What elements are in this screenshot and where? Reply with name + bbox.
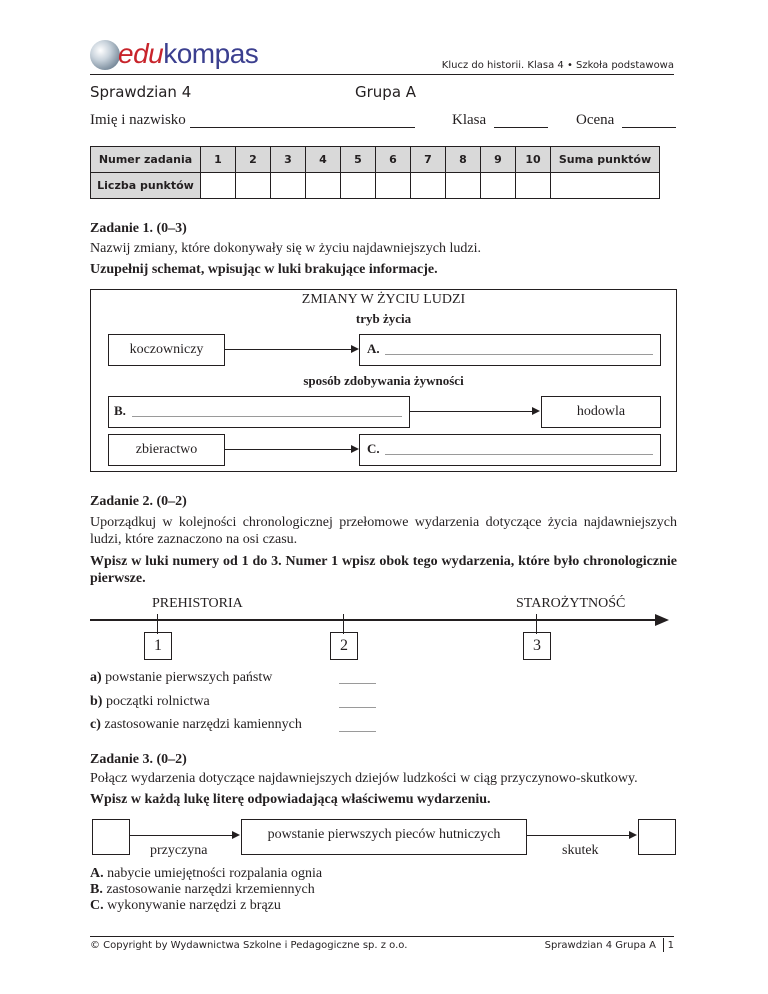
task3-instruction: Wpisz w każdą lukę literę odpowiadającą właściwemu wydarzeniu. xyxy=(90,792,491,807)
points-cell[interactable] xyxy=(306,173,341,199)
option-item: A. nabycie umiejętności rozpalania ognia xyxy=(90,866,323,881)
arrow-head-icon xyxy=(351,445,359,453)
effect-arrow xyxy=(526,835,630,836)
timeline-marker-3: 3 xyxy=(523,632,551,660)
task3-text: Połącz wydarzenia dotyczące najdawniejszych dziejów ludzkości w ciąg przyczynowo-skutkowy. xyxy=(90,771,638,786)
task-number: 3 xyxy=(271,147,306,173)
footer-separator xyxy=(663,938,664,952)
box-nomadic: koczowniczy xyxy=(108,334,225,366)
task-number: 7 xyxy=(411,147,446,173)
answer-line-a[interactable] xyxy=(339,683,376,684)
sum-header: Suma punktów xyxy=(551,147,660,173)
arrow-b xyxy=(409,411,533,412)
box-a xyxy=(359,334,661,366)
points-cell[interactable] xyxy=(341,173,376,199)
header-subtitle: Klucz do historii. Klasa 4 • Szkoła podstawowa xyxy=(441,60,674,71)
page-title: Sprawdzian 4 xyxy=(90,83,192,101)
points-cell[interactable] xyxy=(481,173,516,199)
task2-text: Uporządkuj w kolejności chronologicznej przełomowe wydarzenia dotyczące życia najdawniejszych ludzi, które zaznaczono na osi czasu. xyxy=(90,515,677,547)
center-event-box: powstanie pierwszych pieców hutniczych xyxy=(241,819,527,855)
points-cell[interactable] xyxy=(236,173,271,199)
timeline-marker-1: 1 xyxy=(144,632,172,660)
class-label: Klasa xyxy=(452,112,487,128)
timeline-tick xyxy=(157,614,158,634)
box-gathering: zbieractwo xyxy=(108,434,225,466)
list-item: c) zastosowanie narzędzi kamiennych xyxy=(90,717,302,732)
footer-copyright: © Copyright by Wydawnictwa Szkolne i Pedagogiczne sp. z o.o. xyxy=(90,940,408,951)
task3-heading: Zadanie 3. (0–2) xyxy=(90,752,187,767)
points-cell[interactable] xyxy=(516,173,551,199)
label-c: C. xyxy=(367,441,380,456)
task-number-header: Numer zadania xyxy=(91,147,201,173)
footer-divider xyxy=(90,936,674,937)
cause-arrow xyxy=(129,835,233,836)
page-number: 1 xyxy=(667,940,674,951)
arrow-head-icon xyxy=(351,345,359,353)
task2-heading: Zadanie 2. (0–2) xyxy=(90,494,187,509)
points-cell[interactable] xyxy=(446,173,481,199)
effect-label: skutek xyxy=(562,843,599,858)
sum-cell[interactable] xyxy=(551,173,660,199)
logo-globe-icon xyxy=(90,40,120,70)
header-divider xyxy=(90,74,674,75)
arrow-head-icon xyxy=(532,407,540,415)
timeline-arrow-icon xyxy=(655,614,669,626)
answer-a-line[interactable] xyxy=(385,354,653,355)
task1-text: Nazwij zmiany, które dokonywały się w życiu najdawniejszych ludzi. xyxy=(90,241,481,256)
effect-answer-box[interactable] xyxy=(638,819,676,855)
task-number: 5 xyxy=(341,147,376,173)
timeline-tick xyxy=(343,614,344,634)
timeline-marker-2: 2 xyxy=(330,632,358,660)
task2-instruction: Wpisz w luki numery od 1 do 3. Numer 1 wpisz obok tego wydarzenia, które było chronologicznie pierwsze. xyxy=(90,554,677,586)
diagram-section-lifestyle: tryb życia xyxy=(355,311,412,326)
score-table xyxy=(90,146,660,199)
name-field[interactable] xyxy=(190,127,415,128)
box-b xyxy=(108,396,410,428)
task-number: 10 xyxy=(516,147,551,173)
task-number: 1 xyxy=(201,147,236,173)
answer-line-c[interactable] xyxy=(339,731,376,732)
task-number: 8 xyxy=(446,147,481,173)
option-item: C. wykonywanie narzędzi z brązu xyxy=(90,898,281,913)
group-label: Grupa A xyxy=(355,83,417,101)
cause-answer-box[interactable] xyxy=(92,819,130,855)
box-breeding: hodowla xyxy=(541,396,661,428)
label-a: A. xyxy=(367,341,380,356)
footer-label: Sprawdzian 4 Grupa A xyxy=(544,940,656,951)
task1-instruction: Uzupełnij schemat, wpisując w luki brakujące informacje. xyxy=(90,262,438,277)
arrow-head-icon xyxy=(232,831,240,839)
task1-heading: Zadanie 1. (0–3) xyxy=(90,221,187,236)
diagram-section-food: sposób zdobywania żywności xyxy=(303,373,464,388)
task-number: 2 xyxy=(236,147,271,173)
grade-field[interactable] xyxy=(622,127,676,128)
arrow-gathering xyxy=(224,449,352,450)
name-label: Imię i nazwisko xyxy=(90,112,186,128)
answer-line-b[interactable] xyxy=(339,707,376,708)
answer-b-line[interactable] xyxy=(132,416,402,417)
box-c xyxy=(359,434,661,466)
era-antiquity: STAROŻYTNOŚĆ xyxy=(516,596,626,611)
arrow-head-icon xyxy=(629,831,637,839)
task-number: 4 xyxy=(306,147,341,173)
points-cell[interactable] xyxy=(271,173,306,199)
points-header: Liczba punktów xyxy=(91,173,201,199)
class-field[interactable] xyxy=(494,127,548,128)
logo: edukompas xyxy=(118,38,259,69)
grade-label: Ocena xyxy=(576,112,615,128)
points-cell[interactable] xyxy=(411,173,446,199)
diagram-title: ZMIANY W ŻYCIU LUDZI xyxy=(301,292,466,307)
answer-c-line[interactable] xyxy=(385,454,653,455)
task-number: 6 xyxy=(376,147,411,173)
option-item: B. zastosowanie narzędzi krzemiennych xyxy=(90,882,315,897)
timeline-axis xyxy=(90,619,657,621)
arrow-nomadic xyxy=(224,349,352,350)
list-item: b) początki rolnictwa xyxy=(90,694,210,709)
points-cell[interactable] xyxy=(201,173,236,199)
task-number: 9 xyxy=(481,147,516,173)
cause-label: przyczyna xyxy=(150,843,208,858)
points-cell[interactable] xyxy=(376,173,411,199)
label-b: B. xyxy=(114,403,126,418)
timeline-tick xyxy=(536,614,537,634)
era-prehistory: PREHISTORIA xyxy=(152,596,243,611)
list-item: a) powstanie pierwszych państw xyxy=(90,670,273,685)
